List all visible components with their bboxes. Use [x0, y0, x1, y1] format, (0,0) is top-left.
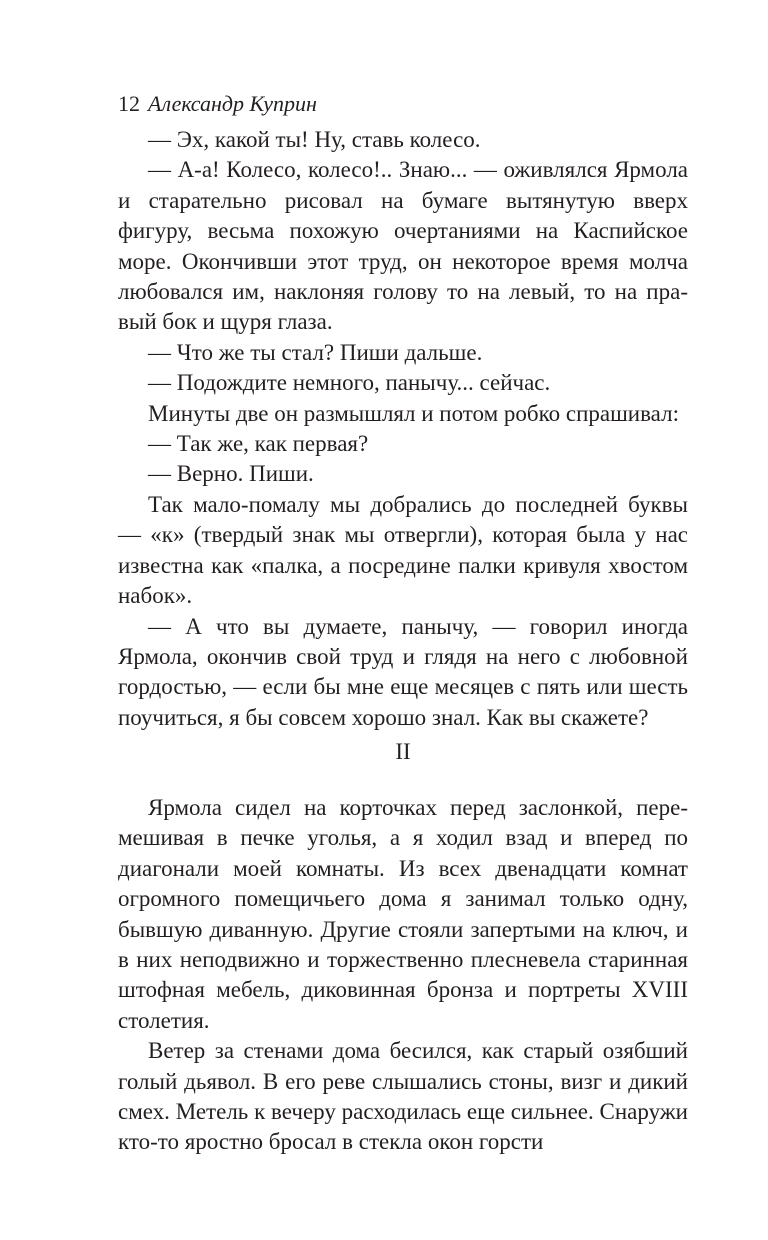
running-header-author: Александр Куприн — [148, 91, 317, 116]
page-number: 12 — [118, 91, 140, 116]
book-page — [118, 0, 688, 1240]
paragraph: Минуты две он размышлял и потом робко спрашивал: — [148, 400, 679, 426]
paragraph: Ветер за стенами дома бесился, как старый озябший голый дьявол. В его реве слышались стоны, визг и дикий смех. Метель к вечеру расходилась еще сильнее. Снаружи кто-то яростно бросал в стекла окон горсти — [118, 1038, 688, 1155]
paragraph: — Так же, как первая? — [148, 431, 369, 457]
paragraph: — А что вы думаете, панычу, — говорил иногда Ярмола, окончив свой труд и глядя на него с любовной гордостью, — если бы мне еще месяцев с пять или шесть поучиться, я бы совсем хорошо знал. Как вы скажете? — [118, 613, 688, 730]
paragraph: Ярмола сидел на корточках перед заслонкой, перемешивая в печке уголья, а я ходил взад и вперед по диагонали моей комнаты. Из всех двенадцати комнат огромного помещичьего дома я занимал только одну, бывшую диванную. Другие стояли запертыми на ключ, и в них неподвижно и торжественно плесневела старинная штофная мебель, диковинная бронза и портреты XVIII столетия. — [118, 795, 688, 1033]
paragraph: — Что же ты стал? Пиши дальше. — [148, 339, 483, 365]
chapter-heading: II — [395, 739, 411, 764]
paragraph: — Подождите немного, панычу... сейчас. — [148, 370, 551, 396]
running-header — [118, 90, 317, 118]
text-section-2 — [118, 793, 688, 1158]
paragraph: — Верно. Пиши. — [148, 461, 314, 487]
text-section-1 — [118, 125, 688, 733]
paragraph: Так мало-помалу мы добрались до последней буквы — «к» (твердый знак мы отвергли), которая была у нас известна как «палка, а посредине палки кривуля хвостом набок». — [118, 491, 688, 609]
paragraph: — А-а! Колесо, колесо!.. Знаю... — оживлялся Ярмола и старательно рисовал на бумаге вытянутую вверх фигуру, весьма похожую очертаниями на Каспийское море. Окончивши этот труд, он некоторое время молча любовался им, наклоняя голову то на левый, то на правый бок и щуря глаза. — [118, 157, 688, 335]
paragraph: — Эх, какой ты! Ну, ставь колесо. — [148, 127, 481, 152]
